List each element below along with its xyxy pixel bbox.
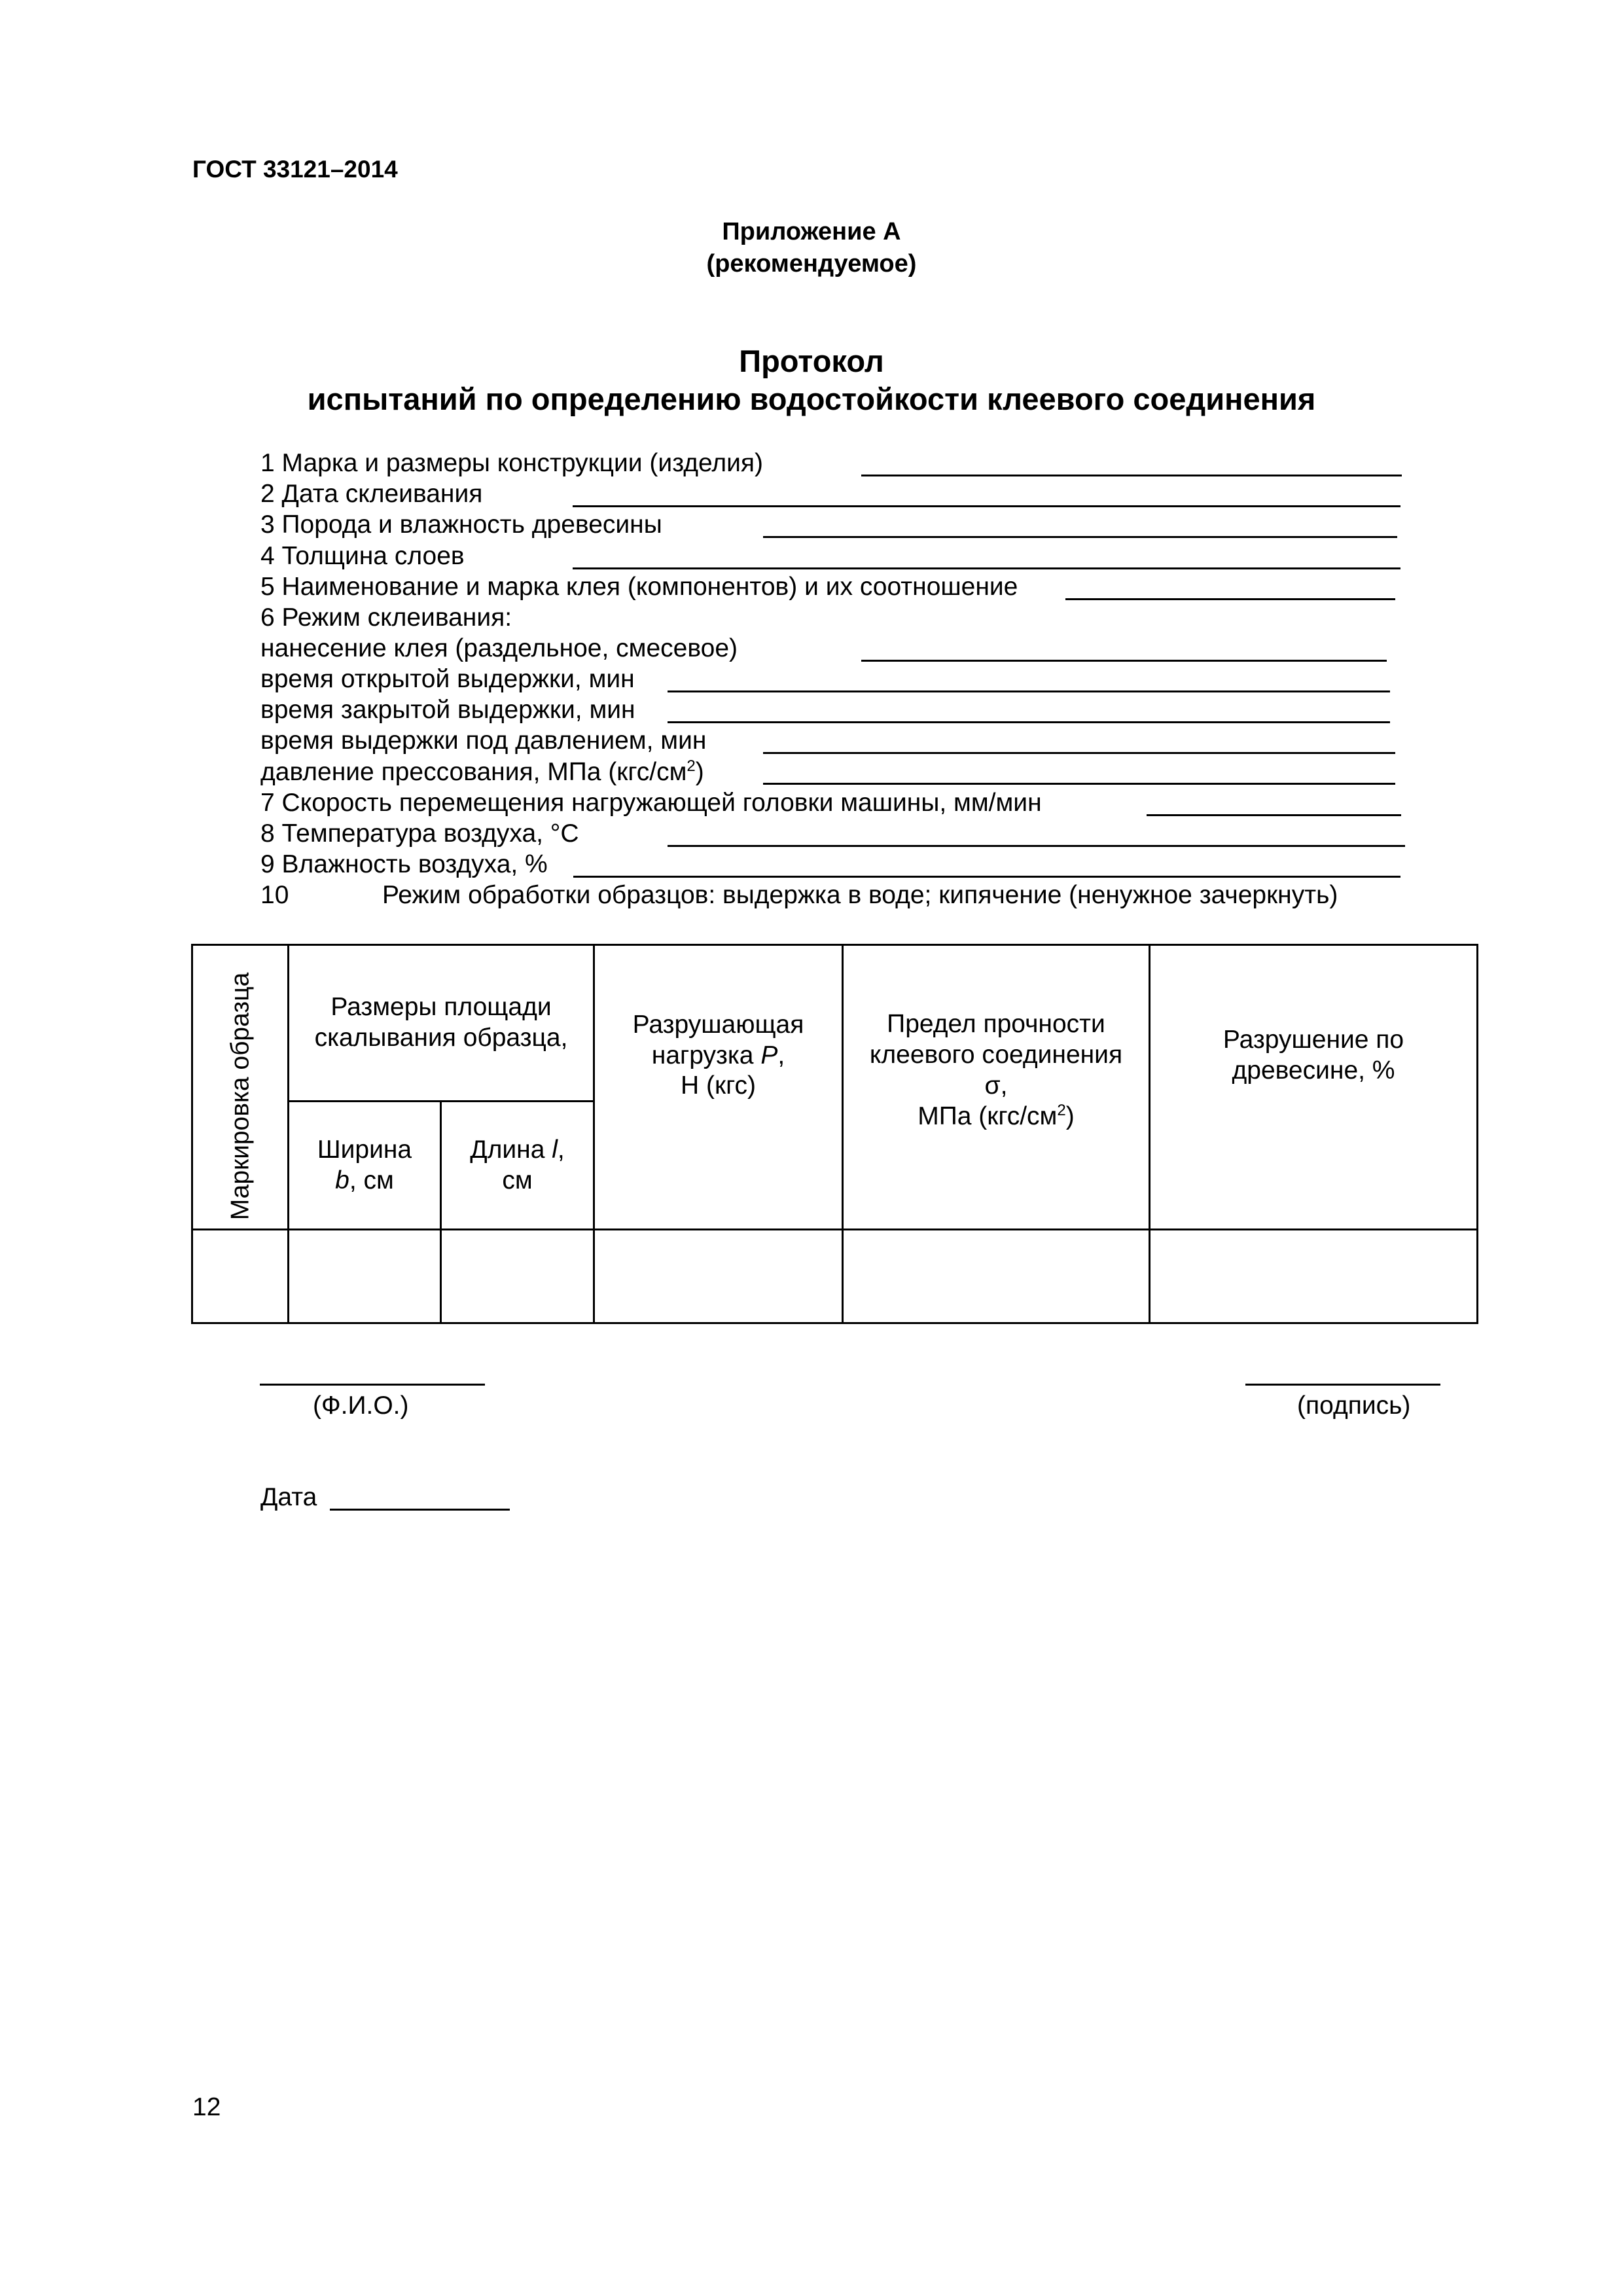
appendix-label: Приложение А: [722, 218, 901, 245]
field-4-line[interactable]: [573, 567, 1400, 569]
field-2-line[interactable]: [573, 505, 1400, 507]
signature-line[interactable]: [1245, 1384, 1440, 1386]
field-10-label: Режим обработки образцов: выдержка в воде; кипячение (ненужное зачеркнуть): [382, 881, 1338, 909]
fio-label: (Ф.И.О.): [313, 1391, 409, 1420]
field-6a-label: нанесение клея (раздельное, смесевое): [260, 634, 738, 662]
appendix-type: (рекомендуемое): [706, 250, 917, 278]
header-strength: Предел прочности клеевого соединения σ, МПа $(кгс/см^2)$: [869, 1010, 1123, 1130]
standard-code: ГОСТ 33121–2014: [192, 156, 398, 183]
field-6-label: 6 Режим склеивания:: [260, 603, 512, 632]
field-10-number: 10: [260, 881, 289, 909]
field-6d-line[interactable]: [763, 752, 1395, 754]
table-cell-wood-failure[interactable]: [1150, 1230, 1476, 1322]
field-8-label: 8 Температура воздуха, °С: [260, 819, 579, 848]
table-border-bottom: [191, 1322, 1478, 1324]
field-6e-label: давление прессования, МПа $(кгс/см^2)$: [260, 757, 704, 786]
field-4-label: 4 Толщина слоев: [260, 542, 465, 570]
field-6a-line[interactable]: [861, 660, 1387, 662]
table-border-right: [1476, 944, 1478, 1324]
field-5-label: 5 Наименование и марка клея (компонентов) и их соотношение: [260, 573, 1018, 601]
table-cell-width[interactable]: [289, 1230, 440, 1322]
field-7-label: 7 Скорость перемещения нагружающей головки машины, мм/мин: [260, 789, 1042, 817]
field-6b-label: время открытой выдержки, мин: [260, 665, 635, 693]
fio-line[interactable]: [260, 1384, 485, 1386]
field-1-line[interactable]: [861, 475, 1402, 476]
protocol-title: Протокол: [739, 344, 884, 378]
table-cell-marking[interactable]: [193, 1230, 287, 1322]
field-6e-line[interactable]: [763, 783, 1395, 785]
header-shear-area: Размеры площади скалывания образца,: [314, 993, 568, 1052]
date-line[interactable]: [330, 1509, 510, 1511]
field-9-label: 9 Влажность воздуха, %: [260, 850, 548, 878]
field-6c-line[interactable]: [668, 721, 1390, 723]
field-3-label: 3 Порода и влажность древесины: [260, 511, 662, 539]
date-label: Дата: [260, 1483, 317, 1511]
page-number: 12: [192, 2093, 221, 2121]
protocol-subtitle: испытаний по определению водостойкости клеевого соединения: [307, 382, 1316, 416]
field-6c-label: время закрытой выдержки, мин: [260, 696, 635, 724]
header-length: Длина l, см: [470, 1135, 565, 1194]
field-6b-line[interactable]: [668, 691, 1390, 692]
header-breaking-load: Разрушающая нагрузка P, Н (кгс): [632, 1010, 804, 1100]
header-width: Ширина b, см: [317, 1135, 412, 1194]
table-cell-load[interactable]: [595, 1230, 842, 1322]
field-3-line[interactable]: [763, 536, 1397, 538]
signature-label: (подпись): [1297, 1391, 1411, 1420]
table-cell-length[interactable]: [442, 1230, 593, 1322]
field-9-line[interactable]: [573, 876, 1400, 878]
field-6d-label: время выдержки под давлением, мин: [260, 726, 707, 755]
field-2-label: 2 Дата склеивания: [260, 480, 483, 508]
header-wood-failure: Разрушение по древесине, %: [1222, 1026, 1404, 1085]
field-7-line[interactable]: [1147, 814, 1401, 816]
field-8-line[interactable]: [668, 845, 1405, 847]
header-marking: Маркировка образца: [226, 972, 255, 1221]
table-cell-strength[interactable]: [844, 1230, 1149, 1322]
field-5-line[interactable]: [1065, 598, 1395, 600]
field-1-label: 1 Марка и размеры конструкции (изделия): [260, 449, 764, 477]
